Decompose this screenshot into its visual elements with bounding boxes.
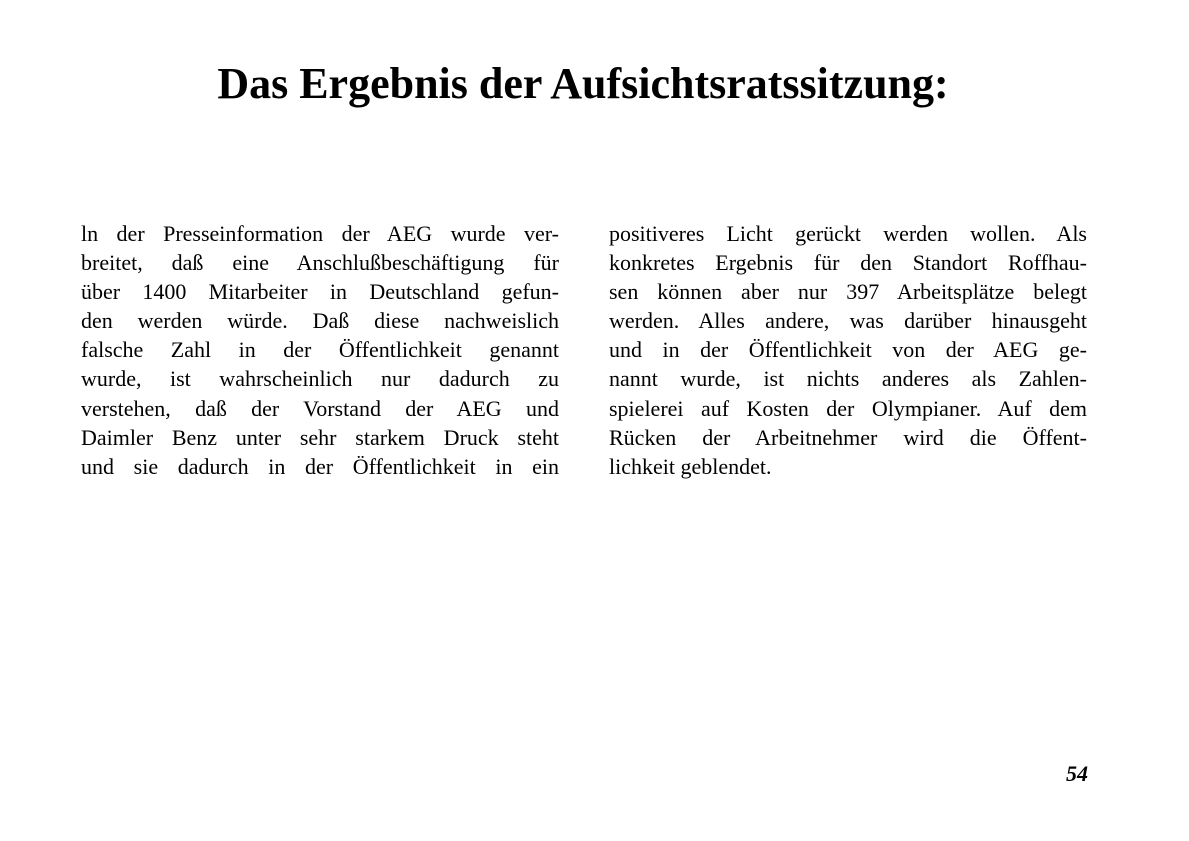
text-line: positiveres Licht gerückt werden wollen. Als xyxy=(609,221,1087,246)
text-column-left xyxy=(81,219,559,481)
text-column-right xyxy=(609,219,1087,481)
text-line: falsche Zahl in der Öffentlichkeit genannt xyxy=(81,337,559,363)
text-line: verstehen, daß der Vorstand der AEG und xyxy=(81,395,559,421)
text-line: breitet, daß eine Anschlußbeschäftigung für xyxy=(81,250,559,276)
text-line: und in der Öffentlichkeit von der AEG ge- xyxy=(609,337,1087,363)
text-line: Rücken der Arbeitnehmer wird die Öffent- xyxy=(609,424,1087,450)
text-line: sen können aber nur 397 Arbeitsplätze belegt xyxy=(609,279,1087,305)
text-line: den werden würde. Daß diese nachweislich xyxy=(81,308,559,334)
text-line: Daimler Benz unter sehr starkem Druck steht xyxy=(81,424,559,450)
text-line: und sie dadurch in der Öffentlichkeit in ein xyxy=(81,453,559,479)
text-line: werden. Alles andere, was darüber hinausgeht xyxy=(609,308,1087,334)
page-title: Das Ergebnis der Aufsichtsratssitzung: xyxy=(217,59,949,108)
page-number: 54 xyxy=(1066,761,1088,786)
text-line: lichkeit geblendet. xyxy=(609,453,772,479)
text-line: über 1400 Mitarbeiter in Deutschland gefun- xyxy=(81,279,559,305)
text-line: wurde, ist wahrscheinlich nur dadurch zu xyxy=(81,366,559,392)
text-line: konkretes Ergebnis für den Standort Roffhau- xyxy=(609,250,1087,276)
text-line: spielerei auf Kosten der Olympianer. Auf dem xyxy=(609,395,1087,421)
text-line: ln der Presseinformation der AEG wurde ver- xyxy=(81,221,559,246)
text-line: nannt wurde, ist nichts anderes als Zahlen- xyxy=(609,366,1087,392)
